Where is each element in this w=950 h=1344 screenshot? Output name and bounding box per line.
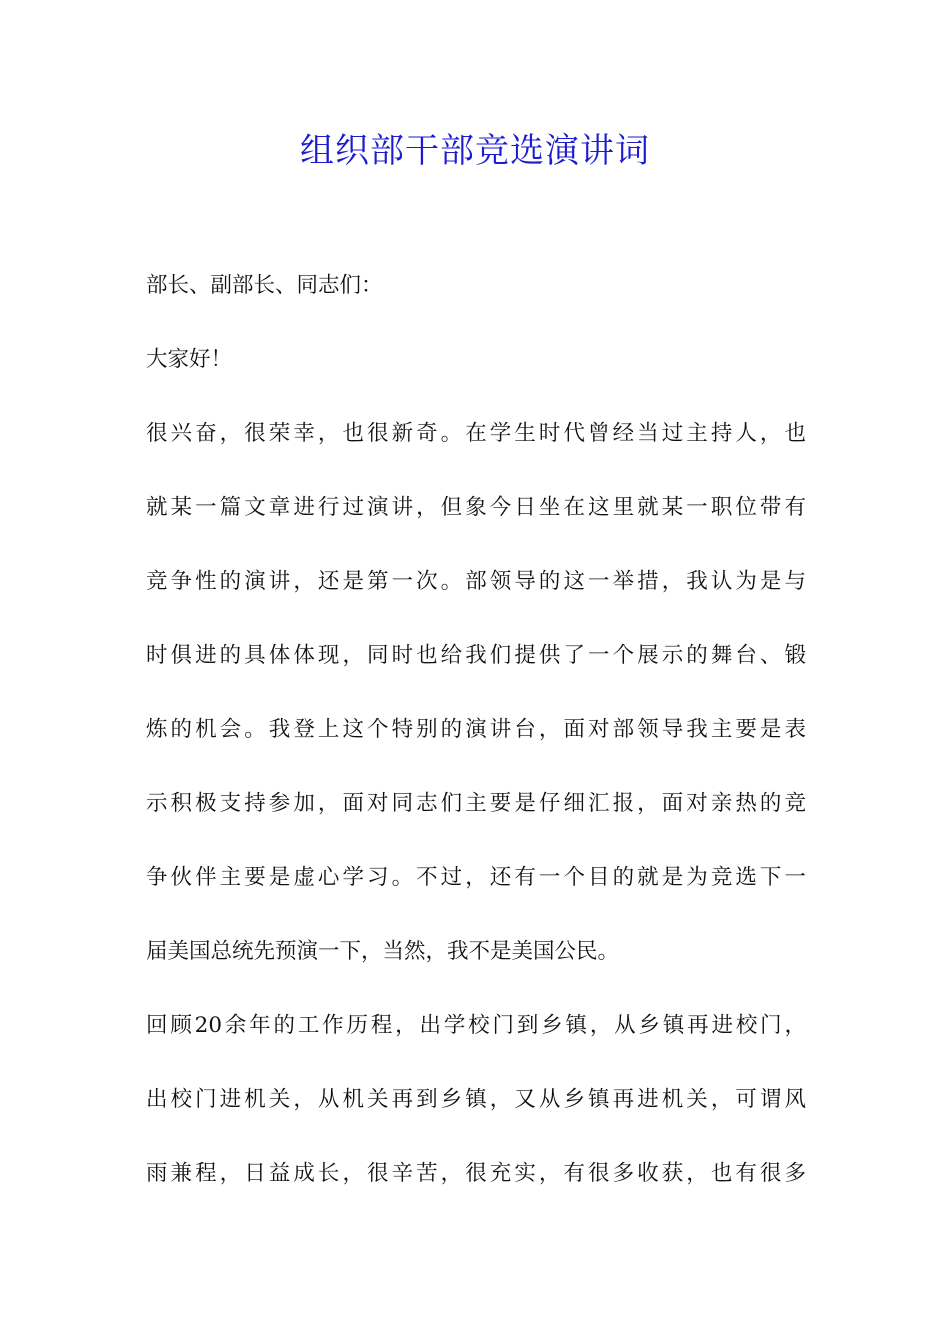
paragraph-line: 很兴奋，很荣幸，也很新奇。在学生时代曾经当过主持人，也 xyxy=(146,421,806,446)
greeting-line: 大家好！ xyxy=(146,347,233,372)
paragraph-line: 就某一篇文章进行过演讲，但象今日坐在这里就某一职位带有 xyxy=(146,495,806,520)
paragraph-line: 示积极支持参加，面对同志们主要是仔细汇报，面对亲热的竞 xyxy=(146,791,806,816)
paragraph-line: 雨兼程，日益成长，很辛苦，很充实，有很多收获，也有很多 xyxy=(146,1161,806,1186)
paragraph-2 xyxy=(146,1002,806,1198)
paragraph-line: 竞争性的演讲，还是第一次。部领导的这一举措，我认为是与 xyxy=(146,569,806,594)
paragraph-line: 争伙伴主要是虚心学习。不过，还有一个目的就是为竞选下一 xyxy=(146,865,806,890)
paragraph-line: 届美国总统先预演一下，当然，我不是美国公民。 xyxy=(146,939,620,964)
document-title: 组织部干部竞选演讲词 xyxy=(300,131,650,171)
salutation-line: 部长、副部长、同志们： xyxy=(146,273,383,298)
paragraph-line: 出校门进机关，从机关再到乡镇，又从乡镇再进机关，可谓风 xyxy=(146,1087,806,1112)
document-body xyxy=(146,262,806,1224)
paragraph-1 xyxy=(146,410,806,976)
paragraph-line: 炼的机会。我登上这个特别的演讲台，面对部领导我主要是表 xyxy=(146,717,806,742)
paragraph-line: 回顾20余年的工作历程，出学校门到乡镇，从乡镇再进校门， xyxy=(146,1013,806,1038)
paragraph-line: 时俱进的具体体现，同时也给我们提供了一个展示的舞台、锻 xyxy=(146,643,806,668)
